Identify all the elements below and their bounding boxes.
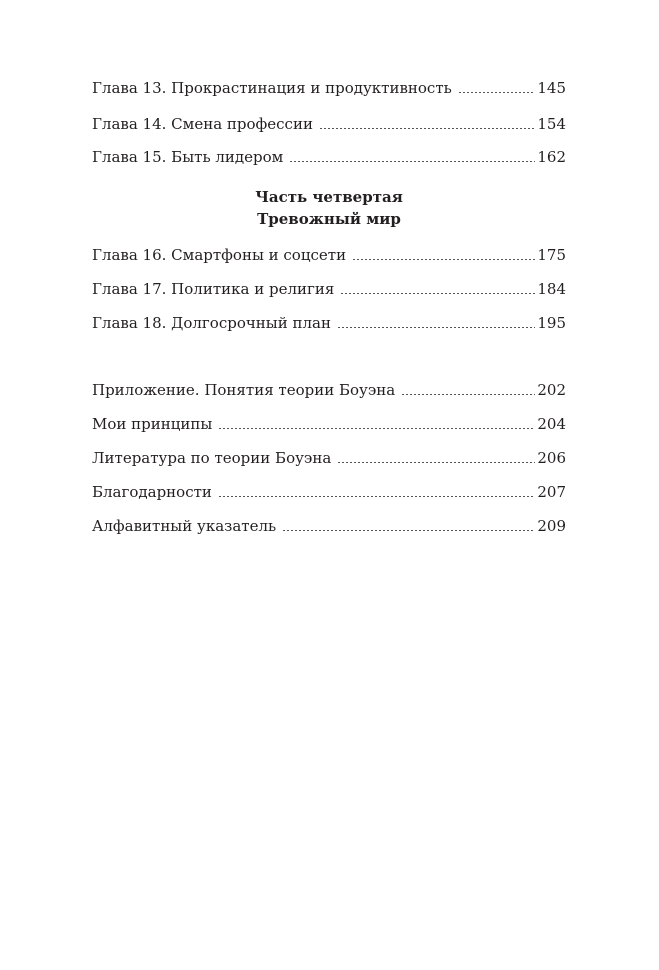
toc-entry-title: Глава 15. Быть лидером xyxy=(92,148,284,166)
toc-entry-chapter-15[interactable] xyxy=(92,145,566,169)
toc-entry-chapter-14[interactable] xyxy=(92,112,566,136)
toc-entry-page: 202 xyxy=(537,381,566,399)
toc-entry-chapter-17[interactable] xyxy=(92,277,566,301)
dot-leader xyxy=(218,428,535,429)
dot-leader xyxy=(282,530,535,531)
part-number: Часть четвертая xyxy=(255,188,403,206)
toc-entry-page: 207 xyxy=(537,483,566,501)
dot-leader xyxy=(401,394,535,395)
dot-leader xyxy=(340,293,535,294)
toc-entry-chapter-13[interactable] xyxy=(92,76,566,100)
toc-entry-page: 206 xyxy=(537,449,566,467)
dot-leader xyxy=(337,462,535,463)
toc-entry-title: Глава 13. Прокрастинация и продуктивность xyxy=(92,79,452,97)
dot-leader xyxy=(352,259,535,260)
dot-leader xyxy=(289,161,535,162)
toc-entry-page: 162 xyxy=(537,148,566,166)
toc-entry-title: Благодарности xyxy=(92,483,212,501)
toc-entry-title: Глава 14. Смена профессии xyxy=(92,115,313,133)
toc-entry-page: 145 xyxy=(537,79,566,97)
toc-entry-title: Глава 17. Политика и религия xyxy=(92,280,335,298)
toc-entry-title: Глава 16. Смартфоны и соцсети xyxy=(92,246,347,264)
toc-entry-page: 154 xyxy=(537,115,566,133)
dot-leader xyxy=(458,92,536,93)
toc-entry-title: Мои принципы xyxy=(92,415,213,433)
dot-leader xyxy=(218,496,535,497)
toc-entry-title: Глава 18. Долгосрочный план xyxy=(92,314,331,332)
table-of-contents xyxy=(92,0,566,970)
part-heading xyxy=(92,186,566,230)
toc-entry-page: 209 xyxy=(537,517,566,535)
toc-entry-page: 184 xyxy=(537,280,566,298)
toc-entry-title: Алфавитный указатель xyxy=(92,517,277,535)
toc-entry-page: 204 xyxy=(537,415,566,433)
toc-entry-title: Приложение. Понятия теории Боуэна xyxy=(92,381,396,399)
dot-leader xyxy=(337,327,535,328)
toc-entry-title: Литература по теории Боуэна xyxy=(92,449,332,467)
toc-entry-page: 195 xyxy=(537,314,566,332)
part-title: Тревожный мир xyxy=(257,210,401,228)
toc-entry-literature[interactable] xyxy=(92,446,566,470)
toc-entry-page: 175 xyxy=(537,246,566,264)
toc-entry-acknowledgements[interactable] xyxy=(92,480,566,504)
toc-entry-chapter-18[interactable] xyxy=(92,311,566,335)
dot-leader xyxy=(319,128,535,129)
toc-entry-appendix[interactable] xyxy=(92,378,566,402)
toc-entry-chapter-16[interactable] xyxy=(92,243,566,267)
toc-entry-principles[interactable] xyxy=(92,412,566,436)
toc-entry-index[interactable] xyxy=(92,514,566,538)
